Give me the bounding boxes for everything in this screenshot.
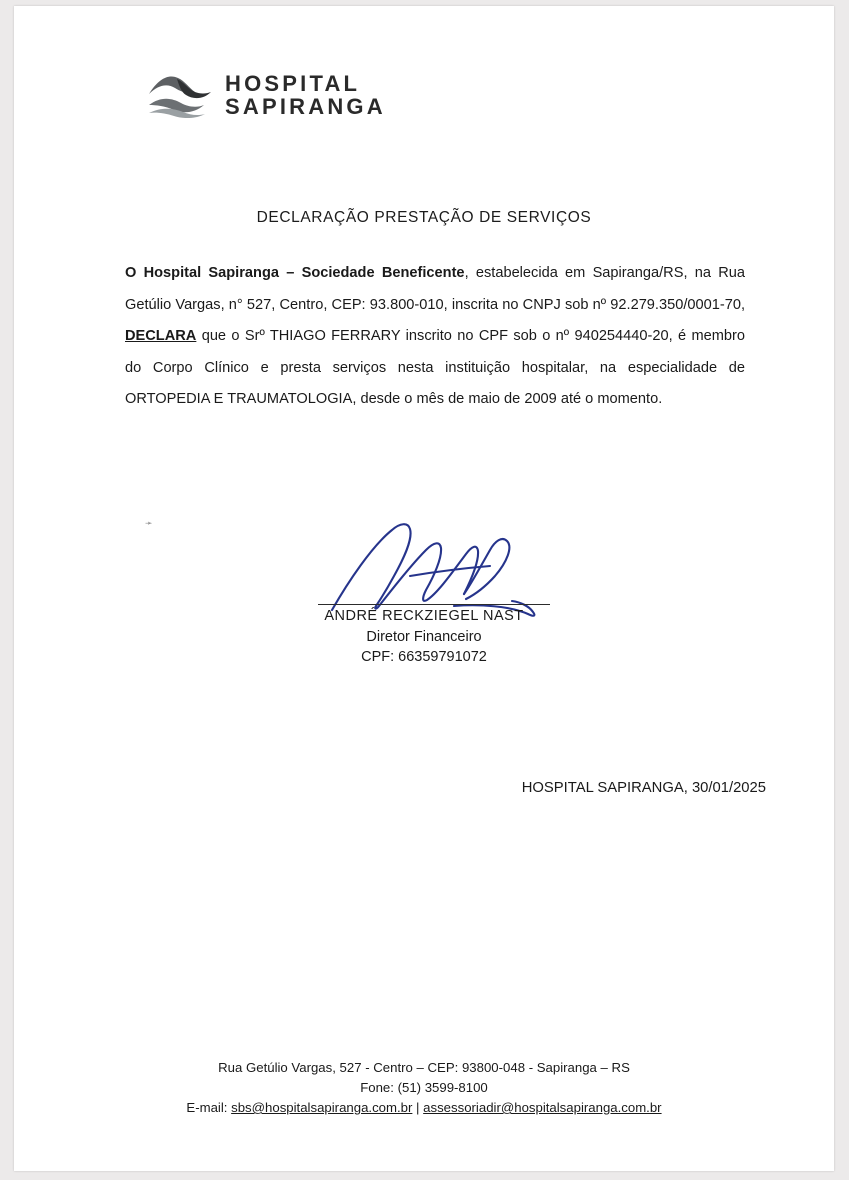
entity-name: O Hospital Sapiranga – Sociedade Beneficente [125, 265, 465, 281]
footer-phone: Fone: (51) 3599-8100 [360, 1080, 488, 1095]
logo-line-2: SAPIRANGA [225, 94, 386, 119]
document-footer [14, 1058, 834, 1118]
hospital-logo [147, 68, 467, 130]
footer-email-separator: | [412, 1100, 424, 1115]
signatory-name: ANDRÉ RECKZIEGEL NAST [324, 608, 524, 624]
footer-email-2[interactable]: assessoriadir@hospitalsapiranga.com.br [423, 1100, 662, 1115]
body-part-2: que o Srº THIAGO FERRARY inscrito no CPF sob o nº 940254440-20, é membro do Corpo Clínico e presta serviços nesta instituição hospitalar, na especialidade de ORTOPEDIA E TRAUMATOLOGIA, desde o mês de maio de 2009 até o momento. [125, 328, 745, 407]
logo-line-1: HOSPITAL [225, 71, 361, 96]
body-part-1: , estabelecida em Sapiranga/RS, na Rua Getúlio Vargas, n° 527, Centro, CEP: 93.800-010, inscrita no CNPJ sob nº 92.279.350/0001-70, [125, 265, 745, 313]
signatory-block [14, 606, 834, 668]
page-title: DECLARAÇÃO PRESTAÇÃO DE SERVIÇOS [256, 209, 592, 226]
signature-area [14, 504, 834, 674]
footer-email-line [14, 1098, 834, 1118]
stray-mark-icon: ➛ [145, 518, 153, 528]
footer-email-1[interactable]: sbs@hospitalsapiranga.com.br [231, 1100, 413, 1115]
signatory-role: Diretor Financeiro [366, 628, 482, 645]
footer-address: Rua Getúlio Vargas, 527 - Centro – CEP: 93800-048 - Sapiranga – RS [218, 1060, 630, 1075]
document-sheet [14, 6, 834, 1171]
signature-line [318, 604, 550, 605]
declara-keyword: DECLARA [125, 328, 197, 344]
declaration-body [125, 258, 745, 416]
place-and-date: HOSPITAL SAPIRANGA, 30/01/2025 [521, 780, 766, 796]
logo-wordmark [225, 72, 386, 118]
mountain-wave-logo-icon [147, 72, 213, 118]
footer-email-label: E-mail: [186, 1100, 232, 1115]
signatory-cpf: CPF: 66359791072 [361, 649, 487, 665]
